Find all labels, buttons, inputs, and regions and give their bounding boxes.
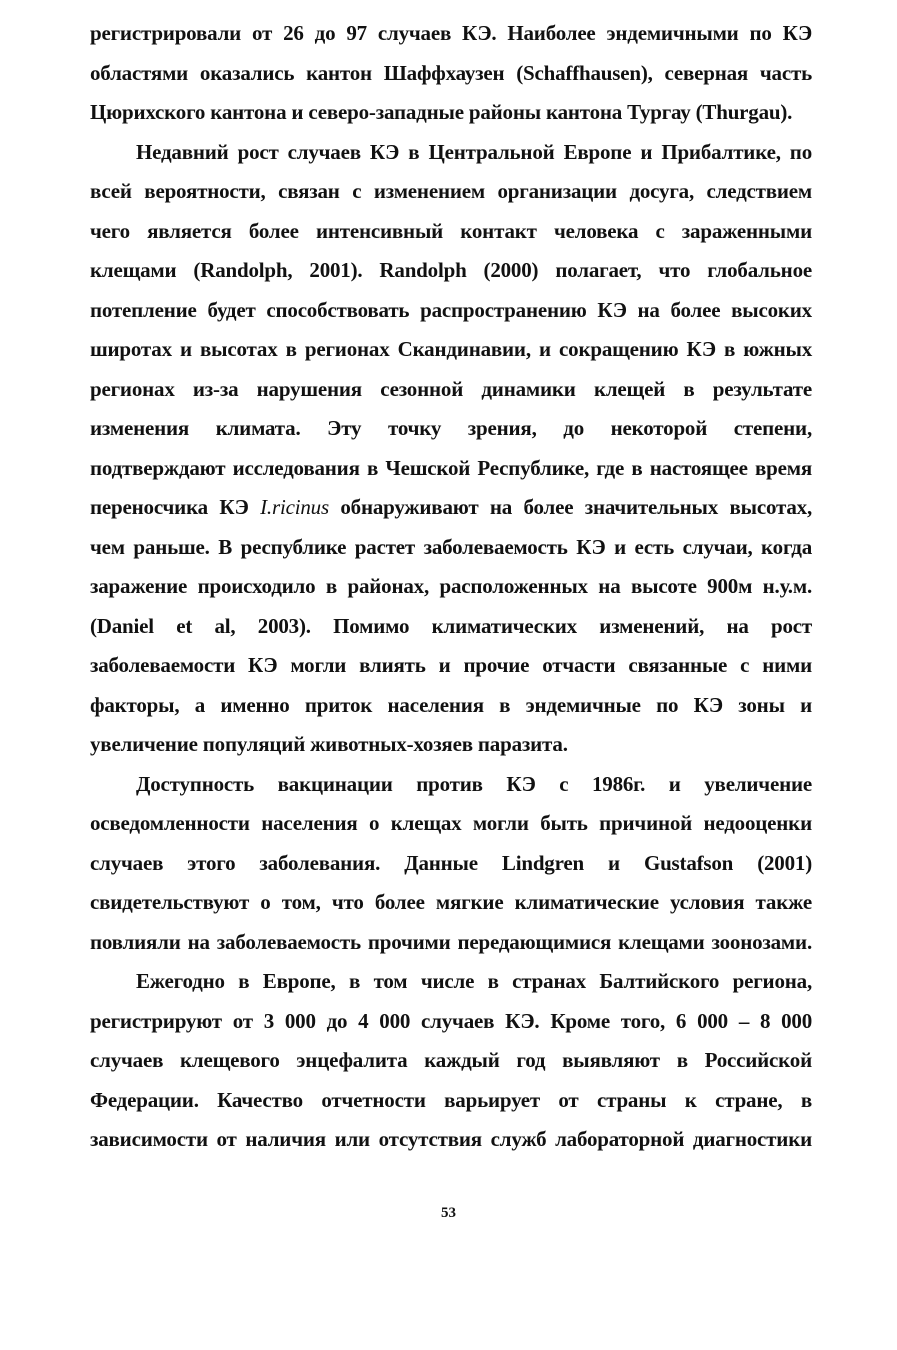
text-line: регистрировали от 26 до 97 случаев КЭ. Наиболее эндемичными по КЭ	[90, 21, 812, 45]
text-line: переносчика КЭ I.ricinus обнаруживают на более значительных высотах,	[90, 495, 812, 519]
paragraph	[90, 133, 812, 765]
text-line: изменения климата. Эту точку зрения, до некоторой степени,	[90, 416, 812, 440]
paragraph	[90, 765, 812, 963]
text-line: Ежегодно в Европе, в том числе в странах Балтийского региона,	[136, 969, 812, 993]
italic-term: I.ricinus	[260, 495, 329, 519]
text-line: Недавний рост случаев КЭ в Центральной Европе и Прибалтике, по	[136, 139, 812, 164]
text-line: осведомленности населения о клещах могли быть причиной недооценки	[90, 811, 812, 835]
text-line: областями оказались кантон Шаффхаузен (Schaffhausen), северная часть	[90, 60, 812, 85]
text-line: чем раньше. В республике растет заболеваемость КЭ и есть случаи, когда	[90, 534, 812, 559]
text-line: случаев клещевого энцефалита каждый год выявляют в Российской	[90, 1048, 812, 1072]
text-line: свидетельствуют о том, что более мягкие климатические условия также	[90, 890, 812, 914]
page-number: 53	[441, 1205, 456, 1221]
text-line: случаев этого заболевания. Данные Lindgren и Gustafson (2001)	[90, 850, 812, 875]
text-line: Федерации. Качество отчетности варьирует от страны к стране, в	[90, 1087, 812, 1112]
text-line: клещами (Randolph, 2001). Randolph (2000) полагает, что глобальное	[90, 258, 812, 282]
paragraph	[90, 14, 812, 133]
text-line: регистрируют от 3 000 до 4 000 случаев КЭ. Кроме того, 6 000 – 8 000	[90, 1008, 812, 1033]
text-line: регионах из-за нарушения сезонной динамики клещей в результате	[90, 376, 812, 401]
text-line: повлияли на заболеваемость прочими передающимися клещами зоонозами.	[90, 929, 812, 954]
text-line: широтах и высотах в регионах Скандинавии, и сокращению КЭ в южных	[90, 337, 812, 361]
text-line: факторы, а именно приток населения в эндемичные по КЭ зоны и	[90, 692, 812, 717]
text-line: Цюрихского кантона и северо-западные районы кантона Тургау (Thurgau).	[90, 100, 793, 124]
text-line: потепление будет способствовать распространению КЭ на более высоких	[90, 297, 812, 322]
text-line: зависимости от наличия или отсутствия служб лабораторной диагностики	[90, 1127, 812, 1151]
text-line: Доступность вакцинации против КЭ с 1986г. и увеличение	[136, 771, 812, 796]
text-line: чего является более интенсивный контакт человека с зараженными	[90, 218, 812, 243]
paragraph	[90, 962, 812, 1160]
text-line: (Daniel et al, 2003). Помимо климатических изменений, на рост	[90, 613, 812, 638]
text-line: заражение происходило в районах, расположенных на высоте 900м н.у.м.	[90, 574, 812, 598]
text-line: заболеваемости КЭ могли влиять и прочие отчасти связанные с ними	[90, 653, 812, 677]
text-line: увеличение популяций животных-хозяев паразита.	[90, 732, 568, 756]
text-line: всей вероятности, связан с изменением организации досуга, следствием	[90, 179, 812, 203]
document-body	[90, 14, 812, 1160]
text-line: подтверждают исследования в Чешской Республике, где в настоящее время	[90, 455, 812, 480]
